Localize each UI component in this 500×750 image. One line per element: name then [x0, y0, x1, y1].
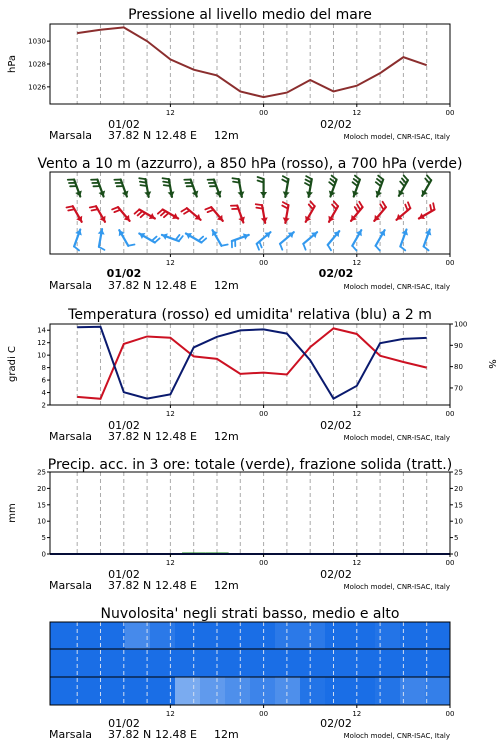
pressure-line — [77, 27, 427, 97]
cloud-cell — [325, 649, 351, 677]
wind-barb-feather — [138, 211, 143, 215]
wind-barb — [66, 206, 82, 222]
pressure-grid — [77, 24, 427, 104]
wind-barb-feather — [205, 207, 211, 209]
cloud-cell — [375, 677, 401, 705]
cloud-cell — [300, 677, 326, 705]
wind-barb-feather — [380, 204, 383, 209]
wind-barb-feather — [163, 178, 169, 179]
wind-barb-feather — [184, 210, 189, 213]
wind-barb-feather — [359, 202, 362, 207]
wind-barb — [282, 176, 289, 197]
model-credit: Moloch model, CNR-ISAC, Italy — [343, 732, 450, 740]
cloud-footer — [49, 717, 450, 741]
cloud-cell — [375, 649, 401, 677]
wind-barb — [139, 178, 151, 197]
wind-barb-feather — [328, 245, 331, 250]
wind-barb-feather — [377, 179, 382, 183]
cloud-cell — [250, 622, 276, 649]
date-label: 01/02 — [108, 118, 140, 131]
y-tick-label: 0 — [454, 550, 459, 559]
location-name: Marsala — [49, 279, 93, 292]
wind-barb — [139, 233, 159, 243]
temperature-footer — [49, 419, 450, 443]
cloud-cell — [375, 622, 401, 649]
date-label: 01/02 — [108, 568, 140, 581]
temperature-x-ticks — [166, 405, 455, 418]
wind-barb-feather — [408, 202, 410, 208]
y-tick-label: 10 — [454, 517, 463, 526]
wind-barb — [91, 180, 105, 197]
wind-barb-feather — [357, 204, 360, 209]
wind-barb-feather — [400, 246, 405, 250]
wind-barb-feather — [140, 185, 146, 186]
wind-barb-feather — [332, 176, 337, 180]
x-tick-label: 12 — [352, 559, 362, 567]
wind-x-ticks — [166, 254, 455, 267]
wind-barb-feather — [135, 210, 140, 214]
wind-barb — [375, 176, 383, 197]
precipitation-y-ticks — [37, 469, 50, 559]
cloud-cell — [250, 677, 276, 705]
x-tick-label: 12 — [165, 710, 175, 718]
wind-panel — [37, 156, 462, 292]
wind-barb — [400, 230, 408, 251]
wind-barb-feather — [334, 201, 338, 206]
wind-barb-feather — [139, 178, 145, 179]
wind-barb-feather — [280, 244, 282, 250]
x-tick-label: 00 — [445, 710, 455, 718]
wind-barb — [186, 233, 206, 243]
wind-barb-feather — [161, 211, 166, 215]
precipitation-title: Precip. acc. in 3 ore: totale (verde), frazione solida (tratt.) — [47, 457, 453, 473]
wind-barb-feather — [74, 246, 79, 250]
wind-barb — [205, 207, 222, 221]
cloud-cell — [300, 622, 326, 649]
cloud-cell — [75, 622, 101, 649]
wind-barb-feather — [354, 179, 359, 183]
y-tick-label: 6 — [41, 376, 46, 385]
cloud-cell — [325, 677, 351, 705]
wind-grid — [77, 172, 427, 254]
precipitation-x-ticks — [166, 554, 455, 567]
wind-barb — [158, 210, 178, 220]
wind-barb-feather — [112, 207, 118, 209]
wind-barb-feather — [152, 237, 157, 241]
y-tick-label: 5 — [454, 534, 459, 543]
wind-barb-feather — [256, 204, 262, 205]
wind-barb — [112, 207, 129, 221]
wind-barb — [258, 177, 268, 197]
wind-barb — [98, 229, 105, 250]
pressure-ylabel: hPa — [7, 54, 18, 74]
wind-barb — [119, 230, 135, 246]
y-tick-label: 0 — [41, 550, 46, 559]
precipitation-footer — [49, 568, 450, 592]
wind-barb-head — [260, 192, 267, 197]
wind-barb-feather — [181, 208, 186, 211]
cloud-cell — [425, 677, 451, 705]
x-tick-label: 12 — [352, 109, 362, 117]
wind-barb — [162, 233, 183, 241]
pressure-y-ticks — [28, 38, 50, 92]
x-tick-label: 12 — [165, 559, 175, 567]
cloud-cell — [175, 649, 201, 677]
cloud-panel — [49, 606, 454, 741]
precipitation-y-ticks-right — [450, 469, 463, 559]
wind-barb — [163, 178, 175, 197]
temperature-line — [77, 328, 427, 398]
cloud-cell — [200, 622, 226, 649]
cloud-cells — [50, 622, 451, 705]
cloud-title: Nuvolosita' negli strati basso, medio e alto — [100, 606, 400, 622]
wind-barb-feather — [283, 176, 289, 179]
pressure-footer — [49, 118, 450, 142]
cloud-cell — [300, 649, 326, 677]
cloud-cell — [175, 677, 201, 705]
wind-barb-feather — [430, 205, 431, 211]
temperature-y-ticks — [37, 327, 50, 410]
wind-barb-feather — [310, 201, 314, 206]
wind-barb — [68, 180, 82, 197]
wind-barb-feather — [68, 209, 74, 210]
wind-barb-feather — [208, 210, 214, 212]
location-lat: 37.82 N — [108, 579, 152, 592]
location-alt: 12m — [214, 579, 239, 592]
wind-barb — [352, 230, 362, 250]
y-tick-label: 100 — [454, 320, 468, 329]
cloud-cell — [200, 649, 226, 677]
wind-barb — [305, 201, 315, 221]
wind-barb-feather — [201, 238, 206, 242]
y-tick-label: 5 — [41, 534, 46, 543]
wind-barb-feather — [257, 244, 259, 250]
y-tick-label: 25 — [454, 468, 463, 477]
cloud-cell — [225, 622, 251, 649]
wind-barb-feather — [332, 205, 336, 210]
wind-barb — [114, 180, 128, 197]
date-label: 01/02 — [108, 717, 140, 730]
wind-barb-feather — [92, 209, 98, 210]
wind-barb-feather — [128, 245, 134, 246]
location-name: Marsala — [49, 430, 93, 443]
cloud-cell — [275, 622, 301, 649]
wind-barb — [280, 232, 294, 249]
wind-title: Vento a 10 m (azzurro), a 850 hPa (rosso), a 700 hPa (verde) — [37, 156, 463, 172]
precipitation-panel — [7, 457, 463, 592]
y-tick-label: 25 — [37, 468, 46, 477]
location-lon: 12.48 E — [155, 728, 197, 741]
wind-barb — [231, 206, 245, 223]
pressure-title: Pressione al livello medio del mare — [128, 7, 372, 23]
x-tick-label: 12 — [352, 710, 362, 718]
wind-barb-feather — [141, 213, 146, 217]
precipitation-ylabel: mm — [7, 503, 18, 523]
y-tick-label: 20 — [37, 484, 46, 493]
wind-barb — [376, 230, 386, 250]
date-label: 02/02 — [320, 717, 352, 730]
wind-barb-feather — [424, 246, 429, 250]
wind-barb-feather — [283, 202, 289, 205]
y-tick-label: 80 — [454, 363, 463, 372]
wind-barb-feather — [140, 182, 146, 183]
wind-barb — [232, 178, 244, 197]
cloud-cell — [275, 677, 301, 705]
cloud-cell — [50, 677, 76, 705]
temperature-frame — [50, 324, 450, 405]
wind-barb-feather — [256, 208, 262, 209]
cloud-cell — [200, 677, 226, 705]
location-lon: 12.48 E — [155, 579, 197, 592]
wind-barb — [351, 202, 363, 221]
wind-barb — [135, 210, 155, 220]
wind-barb-feather — [303, 244, 305, 250]
cloud-cell — [425, 622, 451, 649]
y-tick-label: 14 — [37, 326, 46, 335]
cloud-cell — [50, 649, 76, 677]
wind-barb-feather — [164, 185, 170, 186]
cloud-cell — [100, 622, 126, 649]
x-tick-label: 00 — [445, 410, 455, 418]
date-label: 01/02 — [106, 267, 142, 280]
y-tick-label: 15 — [37, 501, 46, 510]
pressure-frame — [50, 24, 450, 104]
cloud-cell — [325, 622, 351, 649]
y-tick-label: 70 — [454, 384, 463, 393]
date-label: 02/02 — [318, 267, 354, 280]
wind-barb-feather — [402, 179, 406, 184]
model-credit: Moloch model, CNR-ISAC, Italy — [343, 133, 450, 141]
location-alt: 12m — [214, 728, 239, 741]
wind-barb-feather — [309, 205, 313, 210]
wind-barb — [74, 230, 82, 251]
pressure-panel — [7, 7, 454, 142]
wind-barb-feather — [352, 246, 356, 251]
y-tick-label: 8 — [41, 364, 46, 373]
wind-barb-feather — [114, 210, 120, 212]
wind-barb-feather — [232, 178, 238, 179]
wind-barb — [181, 208, 200, 220]
x-tick-label: 12 — [352, 410, 362, 418]
x-tick-label: 00 — [259, 710, 269, 718]
wind-barb — [282, 202, 289, 223]
location-lat: 37.82 N — [108, 430, 152, 443]
y-tick-label: 4 — [41, 389, 46, 398]
cloud-cell — [150, 622, 176, 649]
wind-barb — [328, 231, 340, 250]
y-tick-label: 1026 — [28, 83, 46, 92]
x-tick-label: 12 — [165, 109, 175, 117]
cloud-cell — [150, 649, 176, 677]
wind-barb-feather — [176, 235, 180, 240]
y-tick-label: 1030 — [28, 37, 46, 46]
location-lat: 37.82 N — [108, 728, 152, 741]
wind-barb — [422, 175, 432, 195]
x-tick-label: 00 — [259, 410, 269, 418]
wind-barb-feather — [330, 179, 335, 183]
wind-barb — [424, 230, 432, 251]
wind-barb — [208, 180, 222, 197]
x-tick-label: 00 — [445, 109, 455, 117]
humidity-y-ticks — [450, 321, 467, 393]
wind-footer — [49, 267, 450, 292]
cloud-cell — [250, 649, 276, 677]
wind-barb-feather — [163, 182, 169, 183]
precipitation-grid — [77, 472, 427, 554]
wind-barb-feather — [158, 210, 163, 214]
wind-barb — [212, 230, 228, 246]
location-lat: 37.82 N — [108, 279, 152, 292]
cloud-cell — [75, 677, 101, 705]
wind-barb — [374, 202, 386, 221]
location-alt: 12m — [214, 279, 239, 292]
humidity-line — [77, 327, 427, 399]
cloud-cell — [350, 677, 376, 705]
location-name: Marsala — [49, 579, 93, 592]
cloud-cell — [225, 649, 251, 677]
cloud-cell — [275, 649, 301, 677]
x-tick-label: 12 — [352, 259, 362, 267]
cloud-cell — [350, 622, 376, 649]
wind-barb — [352, 176, 360, 197]
wind-barb-feather — [259, 242, 261, 248]
cloud-cell — [50, 622, 76, 649]
model-credit: Moloch model, CNR-ISAC, Italy — [343, 434, 450, 442]
wind-barb — [398, 175, 408, 195]
wind-barb-feather — [258, 177, 264, 179]
wind-barb-feather — [433, 203, 434, 209]
wind-barb-feather — [198, 237, 203, 241]
y-tick-label: 1028 — [28, 60, 46, 69]
location-name: Marsala — [49, 728, 93, 741]
wind-barb-feather — [90, 206, 96, 207]
model-credit: Moloch model, CNR-ISAC, Italy — [343, 583, 450, 591]
wind-barb-feather — [376, 246, 380, 251]
cloud-cell — [425, 649, 451, 677]
wind-barb-feather — [233, 182, 239, 183]
wind-barb — [256, 204, 268, 223]
wind-barb — [329, 176, 337, 197]
y-tick-label: 15 — [454, 501, 463, 510]
cloud-cell — [350, 649, 376, 677]
temperature-panel — [7, 307, 497, 443]
wind-frame — [50, 172, 450, 254]
pressure-x-ticks — [166, 104, 455, 117]
wind-barb-feather — [427, 175, 431, 180]
wind-barb — [184, 180, 198, 197]
x-tick-label: 00 — [445, 559, 455, 567]
wind-barb-feather — [164, 213, 169, 217]
location-lon: 12.48 E — [155, 430, 197, 443]
date-label: 01/02 — [108, 419, 140, 432]
cloud-cell — [100, 649, 126, 677]
x-tick-label: 00 — [259, 109, 269, 117]
wind-barb-feather — [155, 238, 160, 242]
wind-barb — [328, 201, 338, 221]
x-tick-label: 00 — [259, 559, 269, 567]
y-tick-label: 20 — [454, 484, 463, 493]
wind-barb-feather — [99, 247, 105, 250]
wind-barb — [90, 206, 106, 222]
location-lon: 12.48 E — [155, 279, 197, 292]
wind-barbs — [66, 175, 434, 250]
wind-barb — [303, 232, 317, 249]
y-tick-label: 2 — [41, 401, 46, 410]
cloud-cell — [175, 622, 201, 649]
location-name: Marsala — [49, 129, 93, 142]
x-tick-label: 00 — [259, 259, 269, 267]
wind-barb-feather — [179, 236, 183, 241]
location-lon: 12.48 E — [155, 129, 197, 142]
wind-barb-feather — [221, 245, 227, 246]
wind-barb-feather — [355, 176, 360, 180]
date-label: 02/02 — [320, 568, 352, 581]
location-lat: 37.82 N — [108, 129, 152, 142]
temperature-ylabel: gradi C — [7, 346, 18, 382]
y-tick-label: 10 — [37, 517, 46, 526]
x-tick-label: 12 — [165, 410, 175, 418]
location-alt: 12m — [214, 129, 239, 142]
precipitation-frame — [50, 472, 450, 554]
temperature-title: Temperatura (rosso) ed umidita' relativa (blu) a 2 m — [68, 307, 432, 323]
y-tick-label: 90 — [454, 341, 463, 350]
y-tick-label: 12 — [37, 339, 46, 348]
cloud-x-ticks — [166, 705, 455, 718]
cloud-cell — [225, 677, 251, 705]
wind-barb-feather — [383, 202, 386, 207]
x-tick-label: 12 — [165, 259, 175, 267]
location-alt: 12m — [214, 430, 239, 443]
wind-barb-feather — [404, 175, 408, 180]
wind-barb-feather — [378, 176, 383, 180]
date-label: 02/02 — [320, 419, 352, 432]
wind-barb — [257, 232, 271, 249]
humidity-ylabel: % — [486, 359, 497, 369]
cloud-cell — [100, 677, 126, 705]
wind-barb-feather — [405, 205, 407, 211]
date-label: 02/02 — [320, 118, 352, 131]
y-tick-label: 10 — [37, 351, 46, 360]
wind-barb-feather — [425, 179, 429, 184]
x-tick-label: 00 — [445, 259, 455, 267]
wind-barb — [305, 176, 313, 197]
cloud-cell — [75, 649, 101, 677]
cloud-cell — [150, 677, 176, 705]
wind-barb-feather — [306, 176, 312, 179]
wind-barb-feather — [66, 206, 72, 207]
model-credit: Moloch model, CNR-ISAC, Italy — [343, 283, 450, 291]
